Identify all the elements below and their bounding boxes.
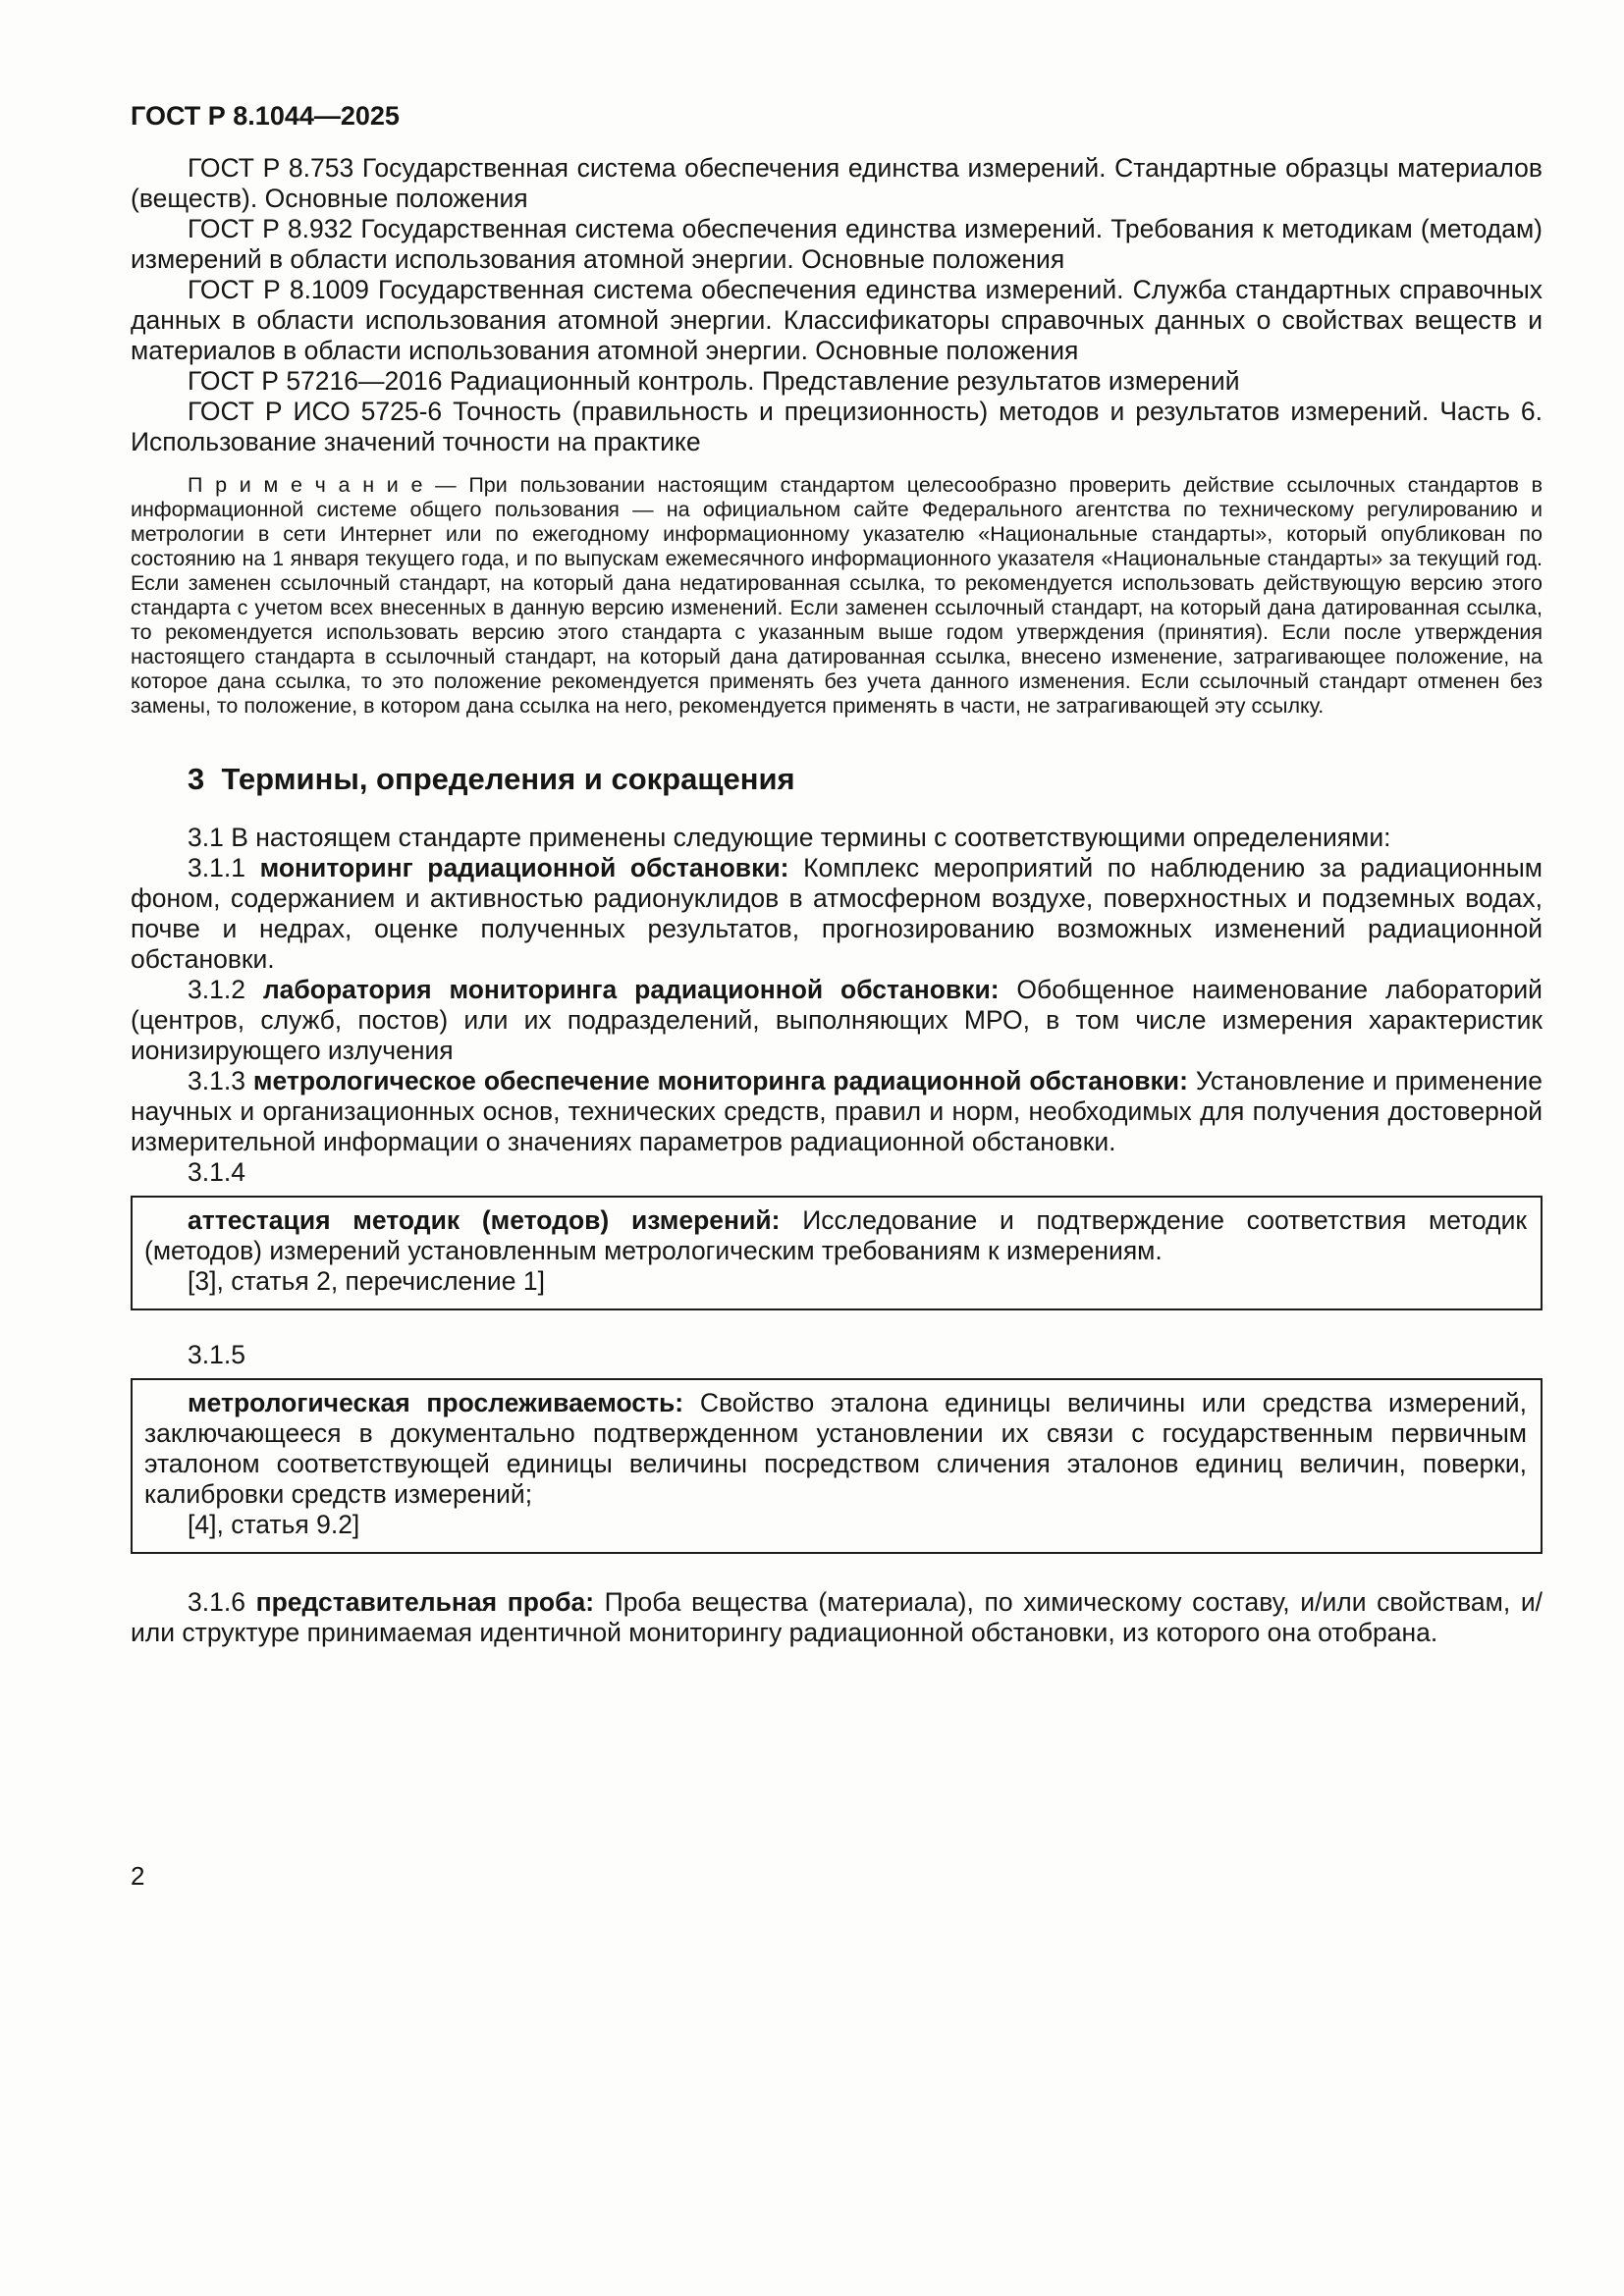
note-label: П р и м е ч а н и е <box>188 473 423 497</box>
reference-paragraph: ГОСТ Р 8.1009 Государственная система обеспечения единства измерений. Служба стандартных справочных данных в области использования атомной энергии. Классификаторы справочных данных о свойствах веществ и материалов в области использования атомной энергии. Основные положения <box>131 275 1543 365</box>
source-reference: [3], статья 2, перечисление 1] <box>188 1266 545 1296</box>
term-definition: Проба вещества (материала), по химическому составу, и/или свойствам, и/или структуре принимаемая идентичной мониторингу радиационной обстановки, из которого она отобрана. <box>131 1587 1543 1647</box>
term-name: аттестация методик (методов) измерений: <box>188 1205 781 1235</box>
note-text: — При пользовании настоящим стандартом целесообразно проверить действие ссылочных стандартов в информационной системе общего пользования — на официальном сайте Федерального агентства по техническому регулированию и метрологии в сети Интернет или по ежегодному информационному указателю «Национальные стандарты», который опубликован по состоянию на 1 января текущего года, и по выпускам ежемесячного информационного указателя «Национальные стандарты» за текущий год. Если заменен ссылочный стандарт, на который дана недатированная ссылка, то рекомендуется использовать действующую версию этого стандарта с учетом всех внесенных в данную версию изменений. Если заменен ссылочный стандарт, на который дана датированная ссылка, то рекомендуется использовать версию этого стандарта с указанным выше годом утверждения (принятия). Если после утверждения настоящего стандарта в ссылочный стандарт, на который дана датированная ссылка, внесено изменение, затрагивающее положение, на которое дана ссылка, то это положение рекомендуется применять без учета данного изменения. Если ссылочный стандарт отменен без замены, то положение, в котором дана ссылка на него, рекомендуется применять в части, не затрагивающей эту ссылку. <box>131 473 1543 718</box>
term-definition: Исследование и подтверждение соответствия методик (методов) измерений установленным метрологическим требованиям к измерениям. <box>144 1205 1527 1265</box>
term-paragraph <box>131 1587 1543 1648</box>
section-heading: 3 Термины, определения и сокращения <box>188 762 795 796</box>
reference-paragraph: ГОСТ Р 8.753 Государственная система обеспечения единства измерений. Стандартные образцы материалов (веществ). Основные положения <box>131 153 1543 213</box>
reference-paragraph: ГОСТ Р 57216—2016 Радиационный контроль. Представление результатов измерений <box>188 366 1240 396</box>
term-paragraph <box>131 1066 1543 1157</box>
term-number-line: 3.1.4 <box>188 1157 245 1187</box>
term-name: представительная проба: <box>255 1587 595 1617</box>
source-reference: [4], статья 9.2] <box>188 1510 360 1539</box>
page-content <box>131 101 1543 1648</box>
reference-paragraph: ГОСТ Р 8.932 Государственная система обеспечения единства измерений. Требования к методикам (методам) измерений в области использования атомной энергии. Основные положения <box>131 214 1543 274</box>
note-paragraph <box>131 473 1543 719</box>
term-number-line: 3.1.5 <box>188 1340 245 1369</box>
term-definition: Комплекс мероприятий по наблюдению за радиационным фоном, содержанием и активностью радионуклидов в атмосферном воздухе, поверхностных и подземных водах, почве и недрах, оценке полученных результатов, прогнозированию возможных изменений радиационной обстановки. <box>131 853 1543 974</box>
term-definition: Установление и применение научных и организационных основ, технических средств, правил и норм, необходимых для получения достоверной измерительной информации о значениях параметров радиационной обстановки. <box>131 1066 1543 1156</box>
term-number: 3.1.2 <box>188 975 245 1004</box>
term-name: мониторинг радиационной обстановки: <box>259 853 789 882</box>
term-name: метрологическое обеспечение мониторинга радиационной обстановки: <box>252 1066 1188 1095</box>
term-definition: Свойство эталона единицы величины или средства измерений, заключающееся в документально подтвержденном установлении их связи с государственным первичным эталоном соответствующей единицы величины посредством сличения эталонов единиц величин, поверки, калибровки средств измерений; <box>144 1388 1527 1509</box>
term-definition: Обобщенное наименование лабораторий (центров, служб, постов) или их подразделений, выполняющих МРО, в том числе измерения характеристик ионизирующего излучения <box>131 975 1543 1065</box>
term-paragraph <box>131 975 1543 1066</box>
term-name: лаборатория мониторинга радиационной обстановки: <box>262 975 1000 1004</box>
document-code: ГОСТ Р 8.1044—2025 <box>131 101 400 131</box>
term-paragraph <box>131 853 1543 975</box>
term-name: метрологическая прослеживаемость: <box>188 1388 684 1417</box>
section-intro: 3.1 В настоящем стандарте применены следующие термины с соответствующими определениями: <box>188 823 1391 852</box>
quoted-definition-box <box>131 1196 1543 1310</box>
boxed-definition <box>144 1388 1527 1510</box>
boxed-definition <box>144 1205 1527 1266</box>
term-number: 3.1.3 <box>188 1066 245 1095</box>
page-number: 2 <box>131 1861 145 1891</box>
reference-paragraph: ГОСТ Р ИСО 5725-6 Точность (правильность и прецизионность) методов и результатов измерений. Часть 6. Использование значений точности на практике <box>131 397 1543 456</box>
quoted-definition-box <box>131 1378 1543 1554</box>
term-number: 3.1.6 <box>188 1587 245 1617</box>
term-number: 3.1.1 <box>188 853 245 882</box>
